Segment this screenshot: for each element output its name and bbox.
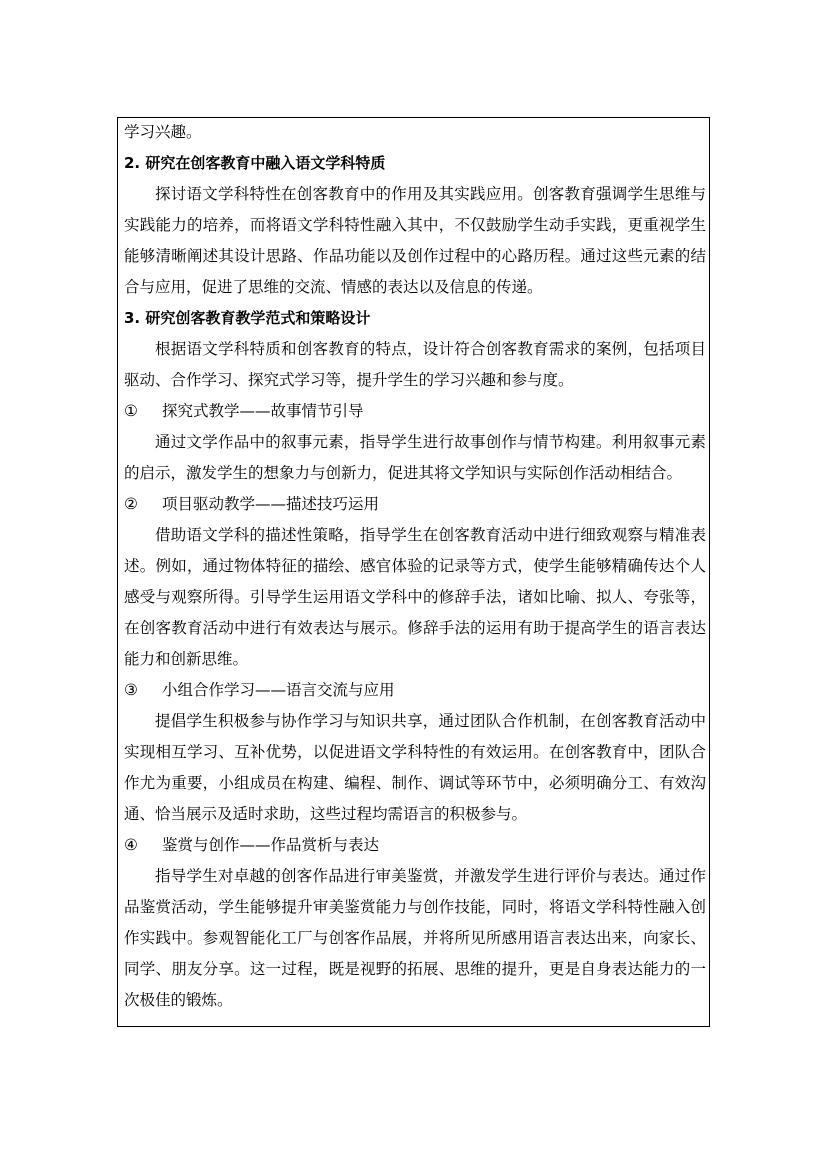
document-body bbox=[124, 117, 706, 1016]
item-4-marker: ④ bbox=[124, 836, 138, 854]
item-3-title-line bbox=[124, 675, 706, 706]
item-4-paragraph: 指导学生对卓越的创客作品进行审美鉴赏，并激发学生进行评价与表达。通过作品鉴赏活动，学生能够提升审美鉴赏能力与创作技能，同时，将语文学科特性融入创作实践中。参观智能化工厂与创客作品展，并将所见所感用语言表达出来，向家长、同学、朋友分享。这一过程，既是视野的拓展、思维的提升，更是自身表达能力的一次极佳的锻炼。 bbox=[124, 867, 706, 1009]
item-1-marker: ① bbox=[124, 402, 138, 420]
section-3-heading: 3. 研究创客教育教学范式和策略设计 bbox=[124, 309, 371, 327]
item-3-marker: ③ bbox=[124, 681, 138, 699]
item-3-title: 小组合作学习——语言交流与应用 bbox=[162, 681, 395, 699]
continuation-text: 学习兴趣。 bbox=[124, 123, 202, 141]
section-2-paragraph: 探讨语文学科特性在创客教育中的作用及其实践应用。创客教育强调学生思维与实践能力的培养，而将语文学科特性融入其中，不仅鼓励学生动手实践，更重视学生能够清晰阐述其设计思路、作品功能以及创作过程中的心路历程。通过这些元素的结合与应用，促进了思维的交流、情感的表达以及信息的传递。 bbox=[124, 185, 706, 296]
item-4-title-line bbox=[124, 830, 706, 861]
item-4-title: 鉴赏与创作——作品赏析与表达 bbox=[162, 836, 380, 854]
item-2-paragraph: 借助语文学科的描述性策略，指导学生在创客教育活动中进行细致观察与精准表述。例如，通过物体特征的描绘、感官体验的记录等方式，使学生能够精确传达个人感受与观察所得。引导学生运用语文学科中的修辞手法，诸如比喻、拟人、夸张等，在创客教育活动中进行有效表达与展示。修辞手法的运用有助于提高学生的语言表达能力和创新思维。 bbox=[124, 526, 706, 668]
item-2-title-line bbox=[124, 489, 706, 520]
item-2-title: 项目驱动教学——描述技巧运用 bbox=[162, 495, 380, 513]
section-2-heading: 2. 研究在创客教育中融入语文学科特质 bbox=[124, 154, 386, 172]
section-3-paragraph: 根据语文学科特质和创客教育的特点，设计符合创客教育需求的案例，包括项目驱动、合作学习、探究式学习等，提升学生的学习兴趣和参与度。 bbox=[124, 340, 706, 389]
item-3-paragraph: 提倡学生积极参与协作学习与知识共享，通过团队合作机制，在创客教育活动中实现相互学习、互补优势，以促进语文学科特性的有效运用。在创客教育中，团队合作尤为重要，小组成员在构建、编程、制作、调试等环节中，必须明确分工、有效沟通、恰当展示及适时求助，这些过程均需语言的积极参与。 bbox=[124, 712, 706, 823]
item-1-title-line bbox=[124, 396, 706, 427]
item-2-marker: ② bbox=[124, 495, 138, 513]
item-1-paragraph: 通过文学作品中的叙事元素，指导学生进行故事创作与情节构建。利用叙事元素的启示，激发学生的想象力与创新力，促进其将文学知识与实际创作活动相结合。 bbox=[124, 433, 706, 482]
item-1-title: 探究式教学——故事情节引导 bbox=[162, 402, 364, 420]
